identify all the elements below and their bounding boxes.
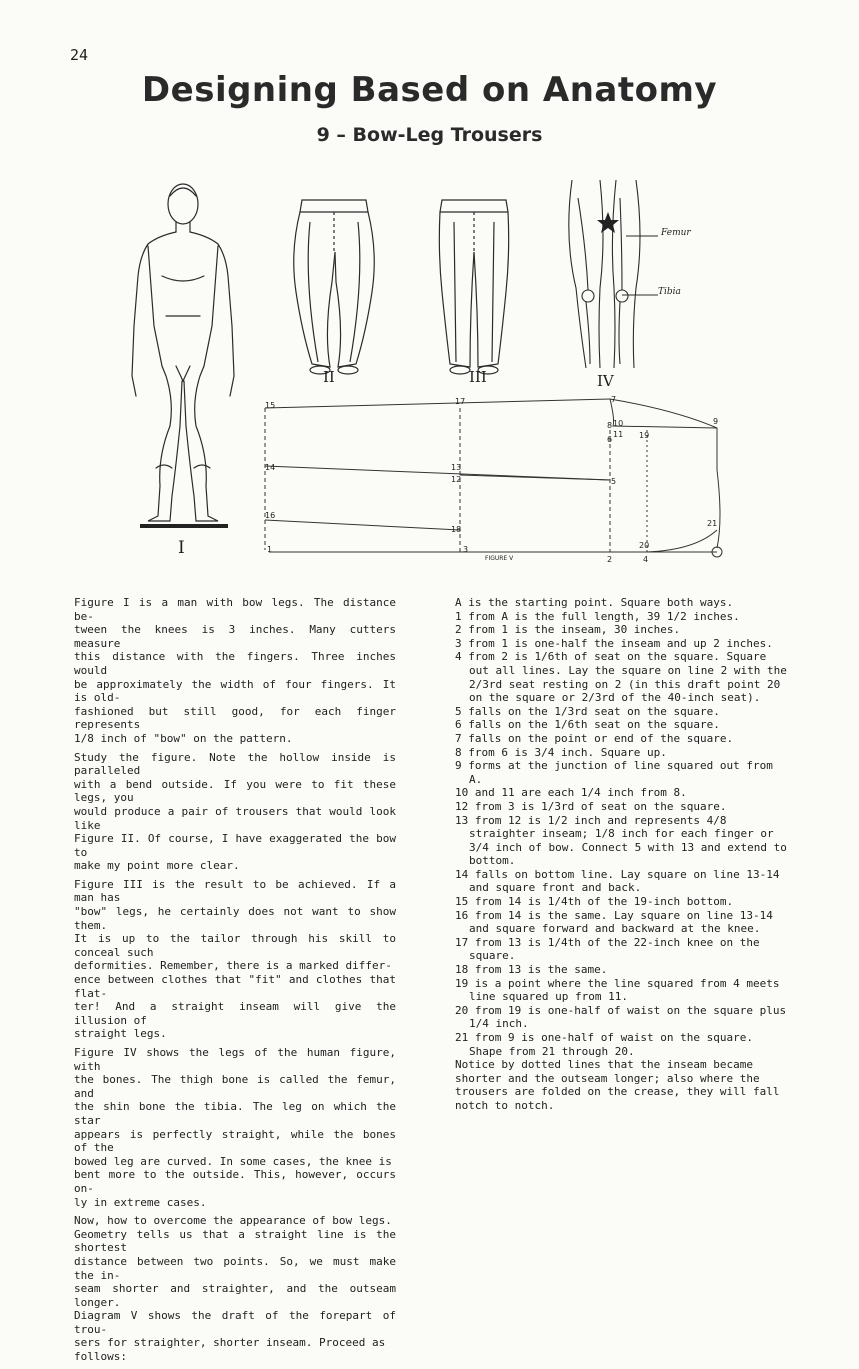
svg-text:13: 13	[451, 463, 462, 472]
paragraph: Figure I is a man with bow legs. The distance be- tween the knees is 3 inches. Many cutters measure this distance with the fingers. Three inches would be approximately the width of four fingers. It is old- fashioned but still good, for each finger represents 1/8 inch of "bow" on the pattern.	[74, 596, 396, 745]
svg-text:17: 17	[455, 397, 466, 406]
figure-5-caption: FIGURE V	[485, 555, 514, 562]
right-column	[455, 596, 790, 1113]
draft-step: 17 from 13 is 1/4th of the 22-inch knee on the square.	[455, 935, 760, 963]
left-column	[74, 596, 396, 1369]
svg-text:2: 2	[607, 555, 613, 564]
svg-text:7: 7	[611, 395, 617, 404]
tibia-label: Tibia	[658, 287, 681, 297]
figure-4-label: IV	[597, 372, 614, 390]
svg-text:6: 6	[607, 435, 613, 444]
draft-step: 8 from 6 is 3/4 inch. Square up.	[455, 745, 667, 759]
draft-step: 7 falls on the point or end of the square.	[455, 731, 734, 745]
draft-step: 1 from A is the full length, 39 1/2 inches.	[455, 609, 740, 623]
draft-step: 16 from 14 is the same. Lay square on line 13-14 and square forward and backward at the knee.	[455, 908, 773, 936]
draft-intro: A is the starting point. Square both ways.	[455, 596, 734, 609]
paragraph: Figure III is the result to be achieved. If a man has "bow" legs, he certainly does not want to show them. It is up to the tailor through his skill to conceal such deformities. Remember, there is a marked differ- ence between clothes that "fit" and clothes that flat- ter! And a straight inseam will give the illusion of straight legs.	[74, 877, 396, 1041]
page-number: 24	[70, 46, 89, 64]
svg-text:9: 9	[713, 417, 719, 426]
draft-step: 20 from 19 is one-half of waist on the square plus 1/4 inch.	[455, 1003, 787, 1031]
draft-step: 15 from 14 is 1/4th of the 19-inch bottom.	[455, 895, 734, 909]
draft-step: 6 falls on the 1/6th seat on the square.	[455, 718, 720, 732]
paragraph: Figure IV shows the legs of the human figure, with the bones. The thigh bone is called the femur, and the shin bone the tibia. The leg on which the star appears is perfectly straight, while the bones of the bowed leg are curved. In some cases, the knee is bent more to the outside. This, however, occurs on- ly in extreme cases.	[74, 1046, 396, 1209]
draft-step: 4 from 2 is 1/6th of seat on the square. Square out all lines. Lay the square on line 2 with the 2/3rd seat resting on 2 (in this draft point 20 on the square or 2/3rd of the 40-inch seat).	[455, 650, 787, 705]
femur-label: Femur	[661, 228, 691, 238]
page-title: Designing Based on Anatomy	[141, 70, 718, 110]
svg-text:1: 1	[267, 545, 273, 554]
paragraph: Study the figure. Note the hollow inside is paralleled with a bend outside. If you were to fit these legs, you would produce a pair of trousers that would look like Figure II. Of course, I have exaggerated the bow to make my point more clear.	[74, 750, 396, 873]
draft-step: 13 from 12 is 1/2 inch and represents 4/8 straighter inseam; 1/8 inch for each finger or 3/4 inch of bow. Connect 5 with 13 and extend to bottom.	[455, 813, 787, 868]
draft-step: 10 and 11 are each 1/4 inch from 8.	[455, 786, 687, 800]
figure-1-illustration	[118, 176, 248, 536]
draft-step: 18 from 13 is the same.	[455, 963, 608, 977]
figure-4-illustration	[560, 178, 710, 378]
draft-step: 3 from 1 is one-half the inseam and up 2 inches.	[455, 636, 773, 650]
figure-2-illustration	[290, 192, 380, 377]
svg-text:10: 10	[613, 419, 624, 428]
svg-text:18: 18	[451, 525, 462, 534]
svg-text:21: 21	[707, 519, 718, 528]
draft-step: 2 from 1 is the inseam, 30 inches.	[455, 623, 681, 637]
draft-step: 5 falls on the 1/3rd seat on the square.	[455, 704, 720, 718]
svg-text:12: 12	[451, 475, 462, 484]
svg-text:11: 11	[613, 430, 624, 439]
svg-text:15: 15	[265, 401, 276, 410]
figure-5-draft	[255, 390, 740, 565]
svg-text:20: 20	[639, 541, 650, 550]
draft-step: 19 is a point where the line squared from 4 meets line squared up from 11.	[455, 976, 780, 1004]
figure-3-illustration	[430, 192, 520, 377]
page-subtitle: 9 – Bow-Leg Trousers	[316, 124, 543, 146]
svg-text:5: 5	[611, 477, 617, 486]
figure-2-label: II	[323, 368, 335, 386]
figure-3-label: III	[469, 368, 487, 386]
figure-1-label: I	[178, 538, 185, 558]
svg-text:19: 19	[639, 431, 650, 440]
svg-text:8: 8	[607, 421, 613, 430]
svg-text:4: 4	[643, 555, 649, 564]
draft-step: 12 from 3 is 1/3rd of seat on the square.	[455, 799, 727, 813]
svg-text:14: 14	[265, 463, 276, 472]
draft-step: 14 falls on bottom line. Lay square on line 13-14 and square front and back.	[455, 867, 780, 895]
draft-outro: Notice by dotted lines that the inseam became shorter and the outseam longer; also where the trousers are folded on the crease, they will fall notch to notch.	[455, 1058, 780, 1112]
svg-text:3: 3	[463, 545, 469, 554]
paragraph: Now, how to overcome the appearance of bow legs. Geometry tells us that a straight line is the shortest distance between two points. So, we must make the in- seam shorter and straighter, and the outseam longer. Diagram V shows the draft of the forepart of trou- sers for straighter, shorter inseam. Proceed as follows:	[74, 1214, 396, 1364]
svg-text:16: 16	[265, 511, 276, 520]
draft-step: 21 from 9 is one-half of waist on the square. Shape from 21 through 20.	[455, 1031, 754, 1058]
draft-step: 9 forms at the junction of line squared out from A.	[455, 759, 773, 786]
